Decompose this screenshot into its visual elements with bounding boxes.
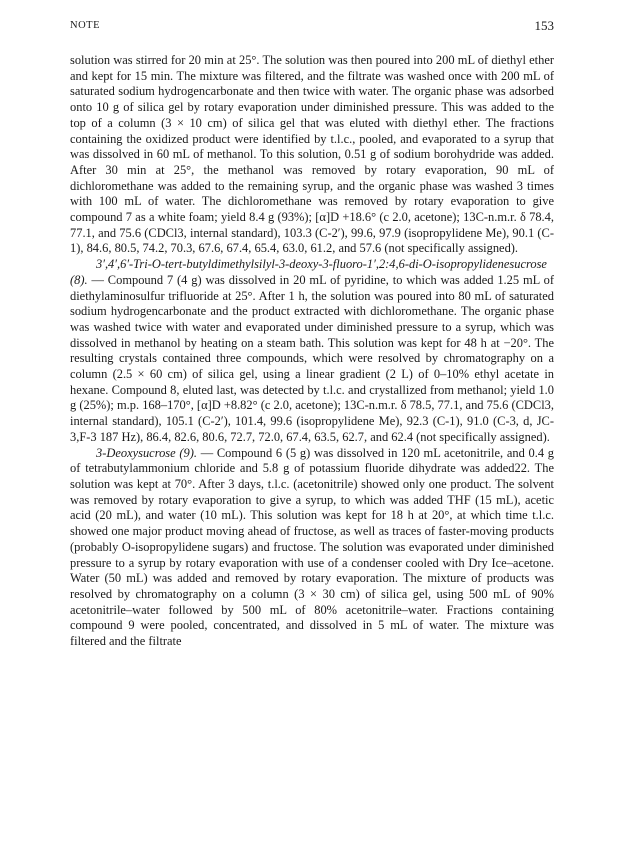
paragraph-continuation xyxy=(70,53,554,257)
paragraph-compound-9 xyxy=(70,446,554,650)
section-title: 3-Deoxysucrose (9). xyxy=(96,445,197,460)
body-text xyxy=(70,53,554,650)
section-title: 3′,4′,6′-Tri-O-tert-butyldimethylsilyl-3-deoxy-3-fluoro-1′,2:4,6-di-O-isopropylidenesucrose (8). xyxy=(70,257,547,287)
paragraph-text: solution was stirred for 20 min at 25°. The solution was then poured into 200 mL of diethyl ether and kept for 15 min. The mixture was filtered, and the filtrate was washed once with 200 mL of saturated sodium hydrogencarbonate and then twice with water. The organic phase was adsorbed onto 10 g of silica gel by rotary evaporation under diminished pressure. This was added to the top of a column (3 × 10 cm) of silica gel that was eluted with diethyl ether. The fractions containing the oxidized product were identified by t.l.c., pooled, and evaporated to a syrup that was dissolved in 60 mL of methanol. To this solution, 0.51 g of sodium borohydride was added. After 30 min at 25°, the methanol was removed by rotary evaporation, 90 mL of dichloromethane was added to the remaining syrup, and the organic phase was washed 3 times with 100 mL of water. The dichloromethane was removed by rotary evaporation to give compound 7 as a white foam; yield 8.4 g (93%); [α]D +18.6° (c 2.0, acetone); 13C-n.m.r. δ 78.4, 77.1, and 75.6 (CDCl3, internal standard), 103.3 (C-2′), 99.6, 97.9 (isopropylidene Me), 90.1 (C-1), 84.6, 80.5, 74.2, 70.3, 67.6, 67.4, 65.4, 63.0, 61.2, and 57.6 (not specifically assigned). xyxy=(70,53,554,256)
paragraph-text: — Compound 6 (5 g) was dissolved in 120 mL acetonitrile, and 0.4 g of tetrabutylammonium chloride and 5.8 g of potassium fluoride dihydrate was added22. The solution was kept at 70°. After 3 days, t.l.c. (acetonitrile) showed only one product. The solvent was removed by rotary evaporation to give a syrup, to which was added THF (15 mL), acetic acid (20 mL), and water (10 mL). This solution was kept for 18 h at 20°, at which time t.l.c. showed one major product moving ahead of fructose, as well as traces of faster-moving products (probably O-isopropylidene sugars) and fructose. The solution was evaporated under diminished pressure to a syrup by rotary evaporation with use of a condenser cooled with Dry Ice–acetone. Water (50 mL) was added and removed by rotary evaporation. The mixture of products was resolved by chromatography on a column (3 × 30 cm) of silica gel, using 500 mL of 90% acetonitrile–water followed by 500 mL of 80% acetonitrile–water. Fractions containing compound 9 were pooled, concentrated, and dissolved in 5 mL of water. The mixture was filtered and the filtrate xyxy=(70,445,554,649)
page-number: 153 xyxy=(534,18,554,33)
page-header xyxy=(70,16,554,36)
running-title: NOTE xyxy=(70,20,100,31)
paragraph-text: — Compound 7 (4 g) was dissolved in 20 mL of pyridine, to which was added 1.25 mL of diethylaminosulfur trifluoride at 25°. After 1 h, the solution was poured into 80 mL of saturated sodium hydrogencarbonate and the product extracted with dichloromethane. The organic phase was washed twice with water and evaporated under diminished pressure to a syrup, which was dissolved in methanol by heating on a steam bath. This solution was kept for 48 h at −20°. The resulting crystals contained three compounds, which were resolved by chromatography on a column (2.5 × 60 cm) of silica gel, using a linear gradient (2 L) of 0–10% ethyl acetate in hexane. Compound 8, eluted last, was detected by t.l.c. and crystallized from methanol; yield 1.0 g (25%); m.p. 168–170°, [α]D +8.82° (c 2.0, acetone); 13C-n.m.r. δ 78.5, 77.1, and 75.6 (CDCl3, internal standard), 105.1 (C-2′), 101.4, 99.6 (isopropylidene Me), 92.3 (C-1), 91.0 (C-3, d, JC-3,F-3 187 Hz), 86.4, 82.6, 80.6, 72.7, 72.0, 67.4, 63.5, 62.7, and 62.4 (not specifically assigned). xyxy=(70,272,554,444)
paragraph-compound-8 xyxy=(70,257,554,445)
